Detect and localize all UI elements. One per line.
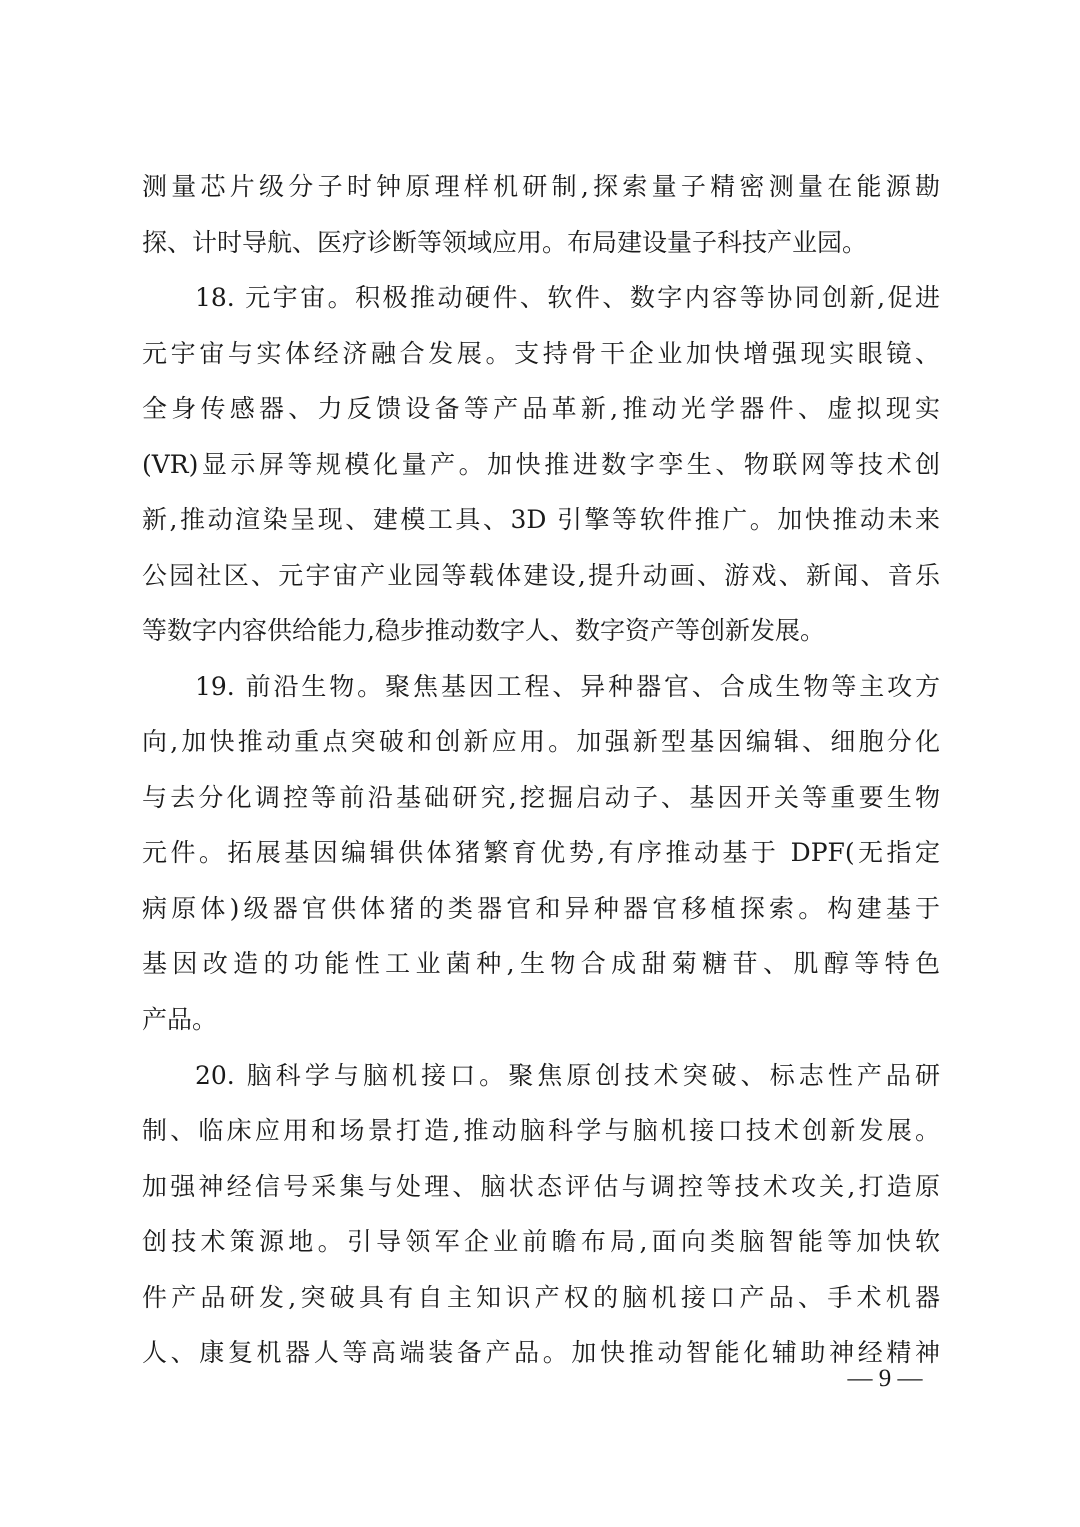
section-19-heading-line: 19. 前沿生物。聚焦基因工程、异种器官、合成生物等主攻方 [195,672,940,701]
text-line: 加强神经信号采集与处理、脑状态评估与调控等技术攻关,打造原 [142,1172,940,1201]
text-line: 全身传感器、力反馈设备等产品革新,推动光学器件、虚拟现实 [142,394,940,423]
text-line: 人、康复机器人等高端装备产品。加快推动智能化辅助神经精神 [142,1338,940,1367]
text-line: 与去分化调控等前沿基础研究,挖掘启动子、基因开关等重要生物 [142,783,940,812]
page-number: — 9 — [847,1365,923,1392]
text-line: 件产品研发,突破具有自主知识产权的脑机接口产品、手术机器 [142,1283,940,1312]
text-line: (VR)显示屏等规模化量产。加快推进数字孪生、物联网等技术创 [142,450,940,479]
text-line: 测量芯片级分子时钟原理样机研制,探索量子精密测量在能源勘 [142,172,940,201]
text-line: 探、计时导航、医疗诊断等领域应用。布局建设量子科技产业园。 [142,228,868,257]
text-line: 产品。 [142,1005,218,1034]
text-line: 制、临床应用和场景打造,推动脑科学与脑机接口技术创新发展。 [142,1116,940,1145]
section-20-heading-line: 20. 脑科学与脑机接口。聚焦原创技术突破、标志性产品研 [195,1061,940,1090]
text-line: 创技术策源地。引导领军企业前瞻布局,面向类脑智能等加快软 [142,1227,940,1256]
text-line: 公园社区、元宇宙产业园等载体建设,提升动画、游戏、新闻、音乐 [142,561,940,590]
text-line: 新,推动渲染呈现、建模工具、3D 引擎等软件推广。加快推动未来 [142,505,940,534]
text-line: 基因改造的功能性工业菌种,生物合成甜菊糖苷、肌醇等特色 [142,949,940,978]
text-line: 等数字内容供给能力,稳步推动数字人、数字资产等创新发展。 [142,616,825,645]
text-line: 元宇宙与实体经济融合发展。支持骨干企业加快增强现实眼镜、 [142,339,940,368]
text-line: 元件。拓展基因编辑供体猪繁育优势,有序推动基于 DPF(无指定 [142,838,940,867]
text-line: 病原体)级器官供体猪的类器官和异种器官移植探索。构建基于 [142,894,940,923]
text-line: 向,加快推动重点突破和创新应用。加强新型基因编辑、细胞分化 [142,727,940,756]
section-18-heading-line: 18. 元宇宙。积极推动硬件、软件、数字内容等协同创新,促进 [195,283,940,312]
